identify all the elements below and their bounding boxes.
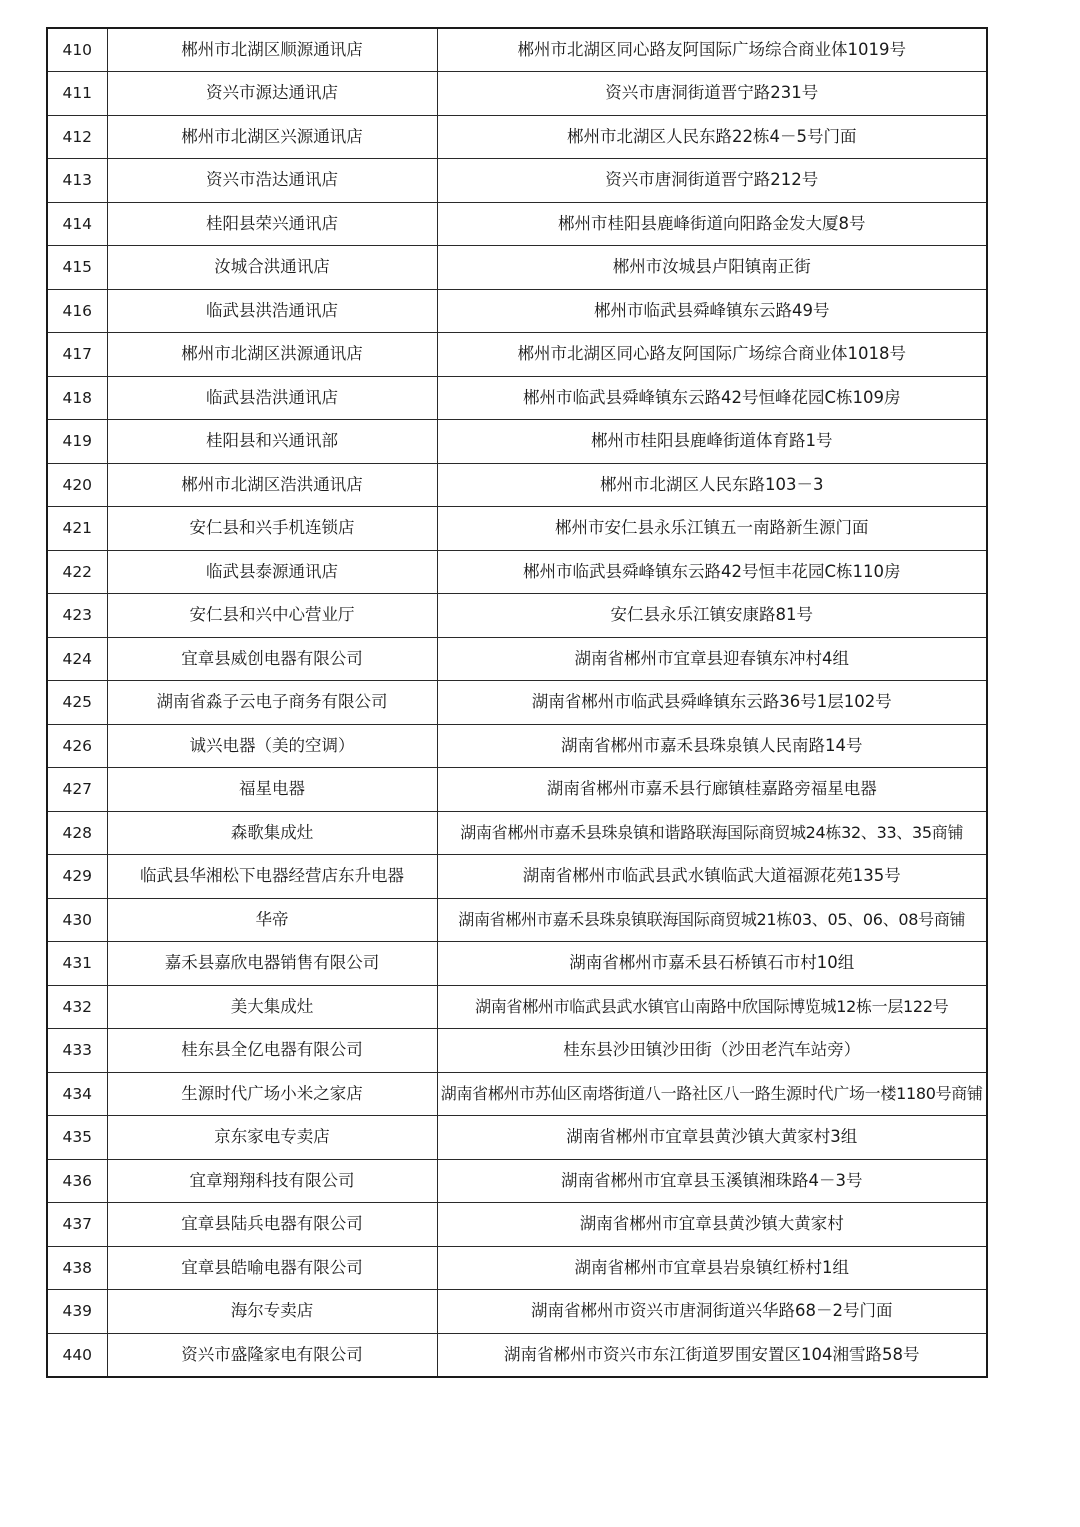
row-number: 410 [47,28,107,72]
store-name: 森歌集成灶 [107,811,437,855]
row-number: 431 [47,942,107,986]
store-address: 郴州市临武县舜峰镇东云路42号恒峰花园C栋109房 [437,376,987,420]
table-row [47,594,987,638]
table-row [47,376,987,420]
store-address: 湖南省郴州市嘉禾县行廊镇桂嘉路旁福星电器 [437,768,987,812]
row-number: 421 [47,507,107,551]
row-number: 418 [47,376,107,420]
table-row [47,724,987,768]
store-address: 湖南省郴州市宜章县玉溪镇湘珠路4－3号 [437,1159,987,1203]
store-name: 临武县洪浩通讯店 [107,289,437,333]
store-address: 湖南省郴州市资兴市唐洞街道兴华路68－2号门面 [437,1290,987,1334]
table-row [47,507,987,551]
row-number: 419 [47,420,107,464]
row-number: 414 [47,202,107,246]
table-row [47,1290,987,1334]
store-address: 湖南省郴州市宜章县迎春镇东冲村4组 [437,637,987,681]
table-row [47,637,987,681]
store-name: 宜章县陆兵电器有限公司 [107,1203,437,1247]
store-name: 美大集成灶 [107,985,437,1029]
store-name: 郴州市北湖区顺源通讯店 [107,28,437,72]
table-row [47,1116,987,1160]
store-address: 郴州市北湖区同心路友阿国际广场综合商业体1018号 [437,333,987,377]
row-number: 425 [47,681,107,725]
row-number: 416 [47,289,107,333]
store-list-table [46,27,988,1378]
store-address: 湖南省郴州市宜章县黄沙镇大黄家村 [437,1203,987,1247]
table-row [47,550,987,594]
table-row [47,333,987,377]
store-name: 桂东县全亿电器有限公司 [107,1029,437,1073]
row-number: 423 [47,594,107,638]
store-name: 临武县泰源通讯店 [107,550,437,594]
table-row [47,681,987,725]
table-row [47,768,987,812]
table-row [47,1159,987,1203]
table-row [47,1029,987,1073]
store-name: 嘉禾县嘉欣电器销售有限公司 [107,942,437,986]
store-name: 生源时代广场小米之家店 [107,1072,437,1116]
store-name: 京东家电专卖店 [107,1116,437,1160]
row-number: 420 [47,463,107,507]
table-row [47,855,987,899]
store-name: 郴州市北湖区兴源通讯店 [107,115,437,159]
row-number: 415 [47,246,107,290]
table-row [47,115,987,159]
store-name: 资兴市源达通讯店 [107,72,437,116]
store-address: 资兴市唐洞街道晋宁路212号 [437,159,987,203]
row-number: 430 [47,898,107,942]
store-name: 郴州市北湖区洪源通讯店 [107,333,437,377]
store-address: 郴州市临武县舜峰镇东云路42号恒丰花园C栋110房 [437,550,987,594]
store-name: 资兴市盛隆家电有限公司 [107,1333,437,1377]
row-number: 435 [47,1116,107,1160]
store-name: 宜章县皓喻电器有限公司 [107,1246,437,1290]
store-name: 安仁县和兴手机连锁店 [107,507,437,551]
row-number: 428 [47,811,107,855]
row-number: 429 [47,855,107,899]
table-row [47,1072,987,1116]
table-row [47,811,987,855]
store-address: 湖南省郴州市临武县武水镇临武大道福源花苑135号 [437,855,987,899]
store-address: 湖南省郴州市宜章县黄沙镇大黄家村3组 [437,1116,987,1160]
table-row [47,1246,987,1290]
row-number: 427 [47,768,107,812]
table-row [47,1333,987,1377]
store-name: 安仁县和兴中心营业厅 [107,594,437,638]
row-number: 426 [47,724,107,768]
table-row [47,72,987,116]
store-name: 郴州市北湖区浩洪通讯店 [107,463,437,507]
row-number: 411 [47,72,107,116]
row-number: 417 [47,333,107,377]
row-number: 438 [47,1246,107,1290]
row-number: 434 [47,1072,107,1116]
row-number: 437 [47,1203,107,1247]
table-row [47,202,987,246]
store-address: 资兴市唐洞街道晋宁路231号 [437,72,987,116]
store-name: 海尔专卖店 [107,1290,437,1334]
store-address: 湖南省郴州市嘉禾县珠泉镇和谐路联海国际商贸城24栋32、33、35商铺 [437,811,987,855]
store-name: 桂阳县和兴通讯部 [107,420,437,464]
table-row [47,28,987,72]
row-number: 439 [47,1290,107,1334]
store-name: 宜章翔翔科技有限公司 [107,1159,437,1203]
store-address: 湖南省郴州市临武县舜峰镇东云路36号1层102号 [437,681,987,725]
store-address: 郴州市汝城县卢阳镇南正街 [437,246,987,290]
store-address: 郴州市桂阳县鹿峰街道向阳路金发大厦8号 [437,202,987,246]
store-name: 宜章县威创电器有限公司 [107,637,437,681]
row-number: 413 [47,159,107,203]
table-row [47,246,987,290]
table-row [47,898,987,942]
store-name: 汝城合洪通讯店 [107,246,437,290]
row-number: 436 [47,1159,107,1203]
row-number: 422 [47,550,107,594]
store-address: 湖南省郴州市嘉禾县珠泉镇联海国际商贸城21栋03、05、06、08号商铺 [437,898,987,942]
row-number: 424 [47,637,107,681]
store-address: 湖南省郴州市嘉禾县石桥镇石市村10组 [437,942,987,986]
row-number: 433 [47,1029,107,1073]
table-row [47,985,987,1029]
row-number: 412 [47,115,107,159]
store-list-table-wrapper [46,27,986,1378]
store-address: 郴州市安仁县永乐江镇五一南路新生源门面 [437,507,987,551]
store-name: 临武县华湘松下电器经营店东升电器 [107,855,437,899]
store-address: 郴州市北湖区同心路友阿国际广场综合商业体1019号 [437,28,987,72]
store-address: 湖南省郴州市临武县武水镇官山南路中欣国际博览城12栋一层122号 [437,985,987,1029]
store-address: 桂东县沙田镇沙田街（沙田老汽车站旁） [437,1029,987,1073]
table-row [47,1203,987,1247]
row-number: 440 [47,1333,107,1377]
store-name: 诚兴电器（美的空调） [107,724,437,768]
store-name: 华帝 [107,898,437,942]
row-number: 432 [47,985,107,1029]
store-address: 湖南省郴州市资兴市东江街道罗围安置区104湘雪路58号 [437,1333,987,1377]
store-address: 郴州市北湖区人民东路103－3 [437,463,987,507]
store-address: 郴州市北湖区人民东路22栋4－5号门面 [437,115,987,159]
store-name: 资兴市浩达通讯店 [107,159,437,203]
store-name: 桂阳县荣兴通讯店 [107,202,437,246]
store-address: 郴州市桂阳县鹿峰街道体育路1号 [437,420,987,464]
table-body [47,28,987,1377]
store-name: 湖南省淼子云电子商务有限公司 [107,681,437,725]
table-row [47,159,987,203]
store-address: 湖南省郴州市嘉禾县珠泉镇人民南路14号 [437,724,987,768]
store-name: 临武县浩洪通讯店 [107,376,437,420]
store-address: 湖南省郴州市宜章县岩泉镇红桥村1组 [437,1246,987,1290]
table-row [47,289,987,333]
table-row [47,463,987,507]
store-address: 湖南省郴州市苏仙区南塔街道八一路社区八一路生源时代广场一楼1180号商铺 [437,1072,987,1116]
store-address: 郴州市临武县舜峰镇东云路49号 [437,289,987,333]
table-row [47,420,987,464]
table-row [47,942,987,986]
store-address: 安仁县永乐江镇安康路81号 [437,594,987,638]
store-name: 福星电器 [107,768,437,812]
